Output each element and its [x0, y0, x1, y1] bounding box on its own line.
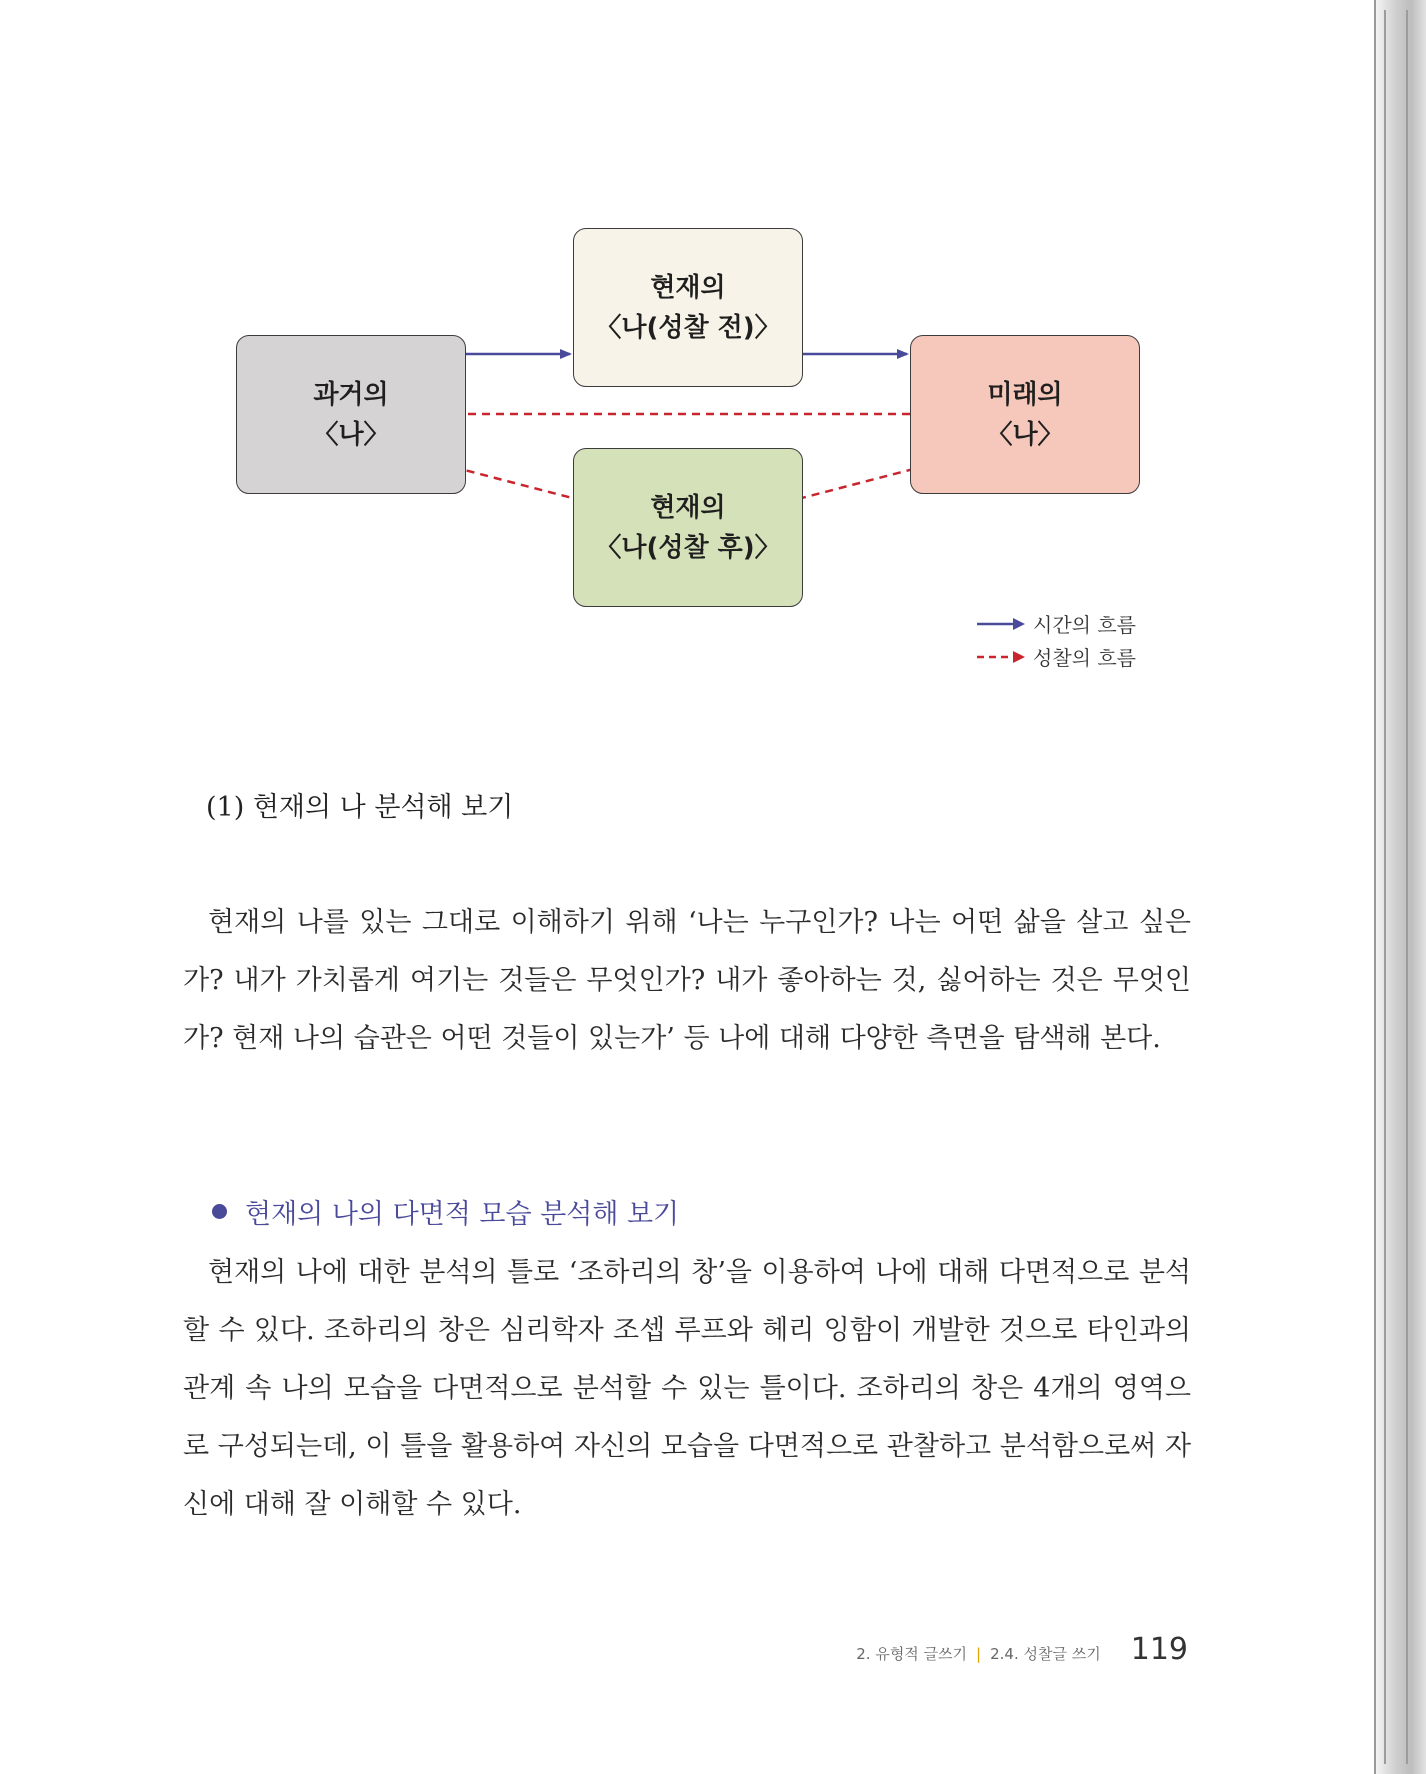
box-present-before-line1: 현재의: [650, 272, 726, 303]
page-number: 119: [1130, 1632, 1188, 1667]
legend-time-flow: [975, 607, 1136, 640]
box-present-self-before: [573, 228, 803, 387]
box-past-line1: 과거의: [313, 379, 389, 410]
book-page-edge: [1376, 0, 1426, 1774]
dashed-arrow-icon: [975, 649, 1027, 665]
diagram-legend: [975, 607, 1136, 673]
page-footer: [856, 1632, 1188, 1667]
bullet-heading-text: 현재의 나의 다면적 모습 분석해 보기: [245, 1199, 680, 1230]
section-subheading: (1) 현재의 나 분석해 보기: [206, 792, 514, 823]
paragraph-2: 현재의 나에 대한 분석의 틀로 ‘조하리의 창’을 이용하여 나에 대해 다면적으로 분석할 수 있다. 조하리의 창은 심리학자 조셉 루프와 헤리 잉함이 개발한 것으로 타인과의 관계 속 나의 모습을 다면적으로 분석할 수 있는 틀이다. 조하리의 창은 4개의 영역으로 구성되는데, 이 틀을 활용하여 자신의 모습을 다면적으로 관찰하고 분석함으로써 자신에 대해 잘 이해할 수 있다.: [183, 1257, 1191, 1520]
legend-reflection-flow-label: 성찰의 흐름: [1033, 646, 1136, 670]
solid-arrow-icon: [975, 616, 1027, 632]
footer-chapter: 2. 유형적 글쓰기: [856, 1645, 968, 1663]
box-future-line1: 미래의: [987, 379, 1063, 410]
box-present-before-line2: 〈나(성찰 전)〉: [595, 312, 781, 343]
footer-section: 2.4. 성찰글 쓰기: [990, 1645, 1101, 1663]
bullet-dot-icon: [212, 1204, 227, 1219]
box-present-after-line1: 현재의: [650, 492, 726, 523]
box-future-line2: 〈나〉: [986, 419, 1064, 450]
box-past-self: [236, 335, 466, 494]
paragraph-1: 현재의 나를 있는 그대로 이해하기 위해 ‘나는 누구인가? 나는 어떤 삶을 살고 싶은가? 내가 가치롭게 여기는 것들은 무엇인가? 내가 좋아하는 것, 싫어하는 것은 무엇인가? 현재 나의 습관은 어떤 것들이 있는가’ 등 나에 대해 다양한 측면을 탐색해 본다.: [183, 907, 1191, 1054]
legend-time-flow-label: 시간의 흐름: [1033, 613, 1136, 637]
box-present-self-after: [573, 448, 803, 607]
page-edge-line: [1384, 10, 1386, 1764]
page-edge-line: [1406, 10, 1408, 1764]
bullet-heading: [212, 1192, 679, 1231]
box-future-self: [910, 335, 1140, 494]
legend-reflection-flow: [975, 640, 1136, 673]
box-present-after-line2: 〈나(성찰 후)〉: [595, 532, 781, 563]
box-past-line2: 〈나〉: [312, 419, 390, 450]
footer-separator: |: [976, 1645, 982, 1663]
